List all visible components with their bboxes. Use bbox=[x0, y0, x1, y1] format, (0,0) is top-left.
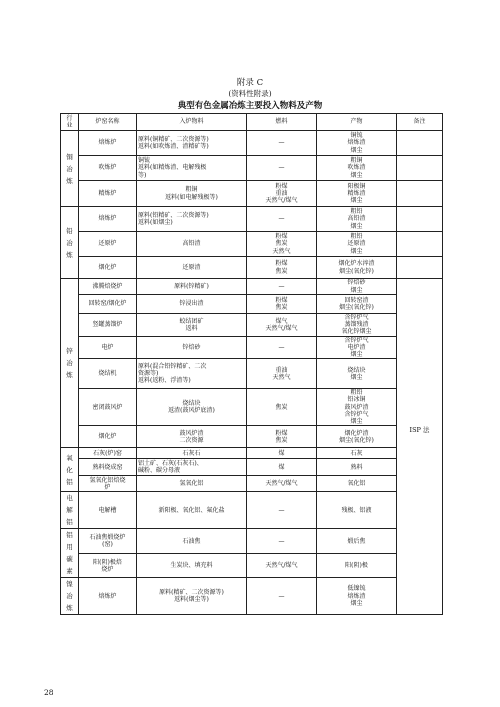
furnace-cell: 熔炼炉 bbox=[79, 207, 137, 232]
table-row bbox=[61, 448, 443, 459]
fuel-cell: 天然气/煤气 bbox=[247, 476, 317, 492]
material-cell: 烧结块 返渣(鼓风炉底渣) bbox=[137, 389, 247, 426]
furnace-cell: 石灰(炉)窑 bbox=[79, 448, 137, 459]
table-row bbox=[61, 295, 443, 314]
industry-cell: 氧 化 铝 bbox=[61, 448, 79, 492]
page-number: 28 bbox=[44, 688, 54, 697]
table-row bbox=[61, 389, 443, 426]
product-cell: 熟料 bbox=[317, 459, 397, 476]
furnace-cell: 氢氧化铝焙烧 炉 bbox=[79, 476, 137, 492]
material-cell: 氢氧化铝 bbox=[137, 476, 247, 492]
table-row bbox=[61, 459, 443, 476]
product-cell: 粗铅 高铅渣 烟尘 bbox=[317, 207, 397, 232]
table-row bbox=[61, 131, 443, 156]
remark-cell-isp: ISP 法 bbox=[397, 279, 443, 615]
material-cell: 锌浸出渣 bbox=[137, 295, 247, 314]
fuel-cell: — bbox=[247, 279, 317, 295]
product-cell: 含锌炉气 蒸馏残渣 氧化锌烟尘 bbox=[317, 314, 397, 337]
furnace-cell: 熔炼炉 bbox=[79, 131, 137, 156]
fuel-cell: — bbox=[247, 578, 317, 615]
fuel-cell: 粉煤 焦炭 bbox=[247, 257, 317, 279]
appendix-note: (资料性附录) bbox=[228, 89, 272, 98]
product-cell: 烟化炉水淬渣 烟尘(氧化锌) bbox=[317, 257, 397, 279]
material-cell: 石油焦 bbox=[137, 529, 247, 554]
industry-cell: 铅 冶 炼 bbox=[61, 207, 79, 279]
fuel-cell: 煤 bbox=[247, 459, 317, 476]
remark-cell bbox=[397, 207, 443, 232]
industry-cell: 铝 用 碳 素 bbox=[61, 529, 79, 578]
remark-cell bbox=[397, 181, 443, 207]
product-cell: 低镍锍 熔炼渣 烟尘 bbox=[317, 578, 397, 615]
product-cell: 粗铅 还原渣 烟尘 bbox=[317, 232, 397, 257]
product-cell: 铜锍 熔炼渣 烟尘 bbox=[317, 131, 397, 156]
industry-cell: 电 解 铝 bbox=[61, 492, 79, 529]
furnace-cell: 烟化炉 bbox=[79, 257, 137, 279]
furnace-cell: 电炉 bbox=[79, 336, 137, 359]
fuel-cell: 粉煤 焦炭 bbox=[247, 295, 317, 314]
material-cell: 原料(精矿、二次资源等) 返料(烟尘等) bbox=[137, 578, 247, 615]
material-cell: 高铅渣 bbox=[137, 232, 247, 257]
table-row bbox=[61, 336, 443, 359]
material-cell: 原料(铜精矿、二次资源等) 返料(如吹炼渣、渣精矿等) bbox=[137, 131, 247, 156]
fuel-cell: — bbox=[247, 207, 317, 232]
fuel-cell: — bbox=[247, 336, 317, 359]
furnace-cell: 熟料烧成窑 bbox=[79, 459, 137, 476]
table-row bbox=[61, 207, 443, 232]
table-row bbox=[61, 257, 443, 279]
fuel-cell: 煤气 天然气/煤气 bbox=[247, 314, 317, 337]
furnace-cell: 吹炼炉 bbox=[79, 156, 137, 181]
remark-cell bbox=[397, 232, 443, 257]
industry-cell: 锌 冶 炼 bbox=[61, 279, 79, 448]
remark-cell bbox=[397, 257, 443, 279]
materials-table bbox=[60, 113, 443, 615]
material-cell: 原料(混合铅锌精矿、二次 资源等) 返料(返粉、浮渣等) bbox=[137, 359, 247, 389]
header-remark: 备注 bbox=[397, 114, 443, 131]
product-cell: 锌焙砂 烟尘 bbox=[317, 279, 397, 295]
material-cell: 铜锍 返料(如精炼渣、电解残极 等) bbox=[137, 156, 247, 181]
remark-cell bbox=[397, 131, 443, 156]
fuel-cell: 天然气/煤气 bbox=[247, 554, 317, 578]
furnace-cell: 竖罐蒸馏炉 bbox=[79, 314, 137, 337]
furnace-cell: 烟化炉 bbox=[79, 426, 137, 448]
fuel-cell: — bbox=[247, 492, 317, 529]
furnace-cell: 阳(阴)极焙 烧炉 bbox=[79, 554, 137, 578]
table-header-row bbox=[61, 114, 443, 131]
material-cell: 粗铜 返料(如电解残极等) bbox=[137, 181, 247, 207]
table-row bbox=[61, 279, 443, 295]
furnace-cell: 石油焦煅烧炉 (窑) bbox=[79, 529, 137, 554]
product-cell: 残极、铝液 bbox=[317, 492, 397, 529]
header-fuel: 燃料 bbox=[247, 114, 317, 131]
table-row bbox=[61, 554, 443, 578]
table-row bbox=[61, 476, 443, 492]
furnace-cell: 电解槽 bbox=[79, 492, 137, 529]
table-row bbox=[61, 156, 443, 181]
furnace-cell: 熔炼炉 bbox=[79, 578, 137, 615]
fuel-cell: — bbox=[247, 131, 317, 156]
material-cell: 原料(锌精矿) bbox=[137, 279, 247, 295]
furnace-cell: 密闭鼓风炉 bbox=[79, 389, 137, 426]
table-row bbox=[61, 359, 443, 389]
fuel-cell: 粉煤 重油 天然气/煤气 bbox=[247, 181, 317, 207]
table-title: 典型有色金属冶炼主要投入物料及产物 bbox=[177, 101, 323, 111]
industry-cell: 镍 冶 炼 bbox=[61, 578, 79, 615]
material-cell: 鼓风炉渣 二次资源 bbox=[137, 426, 247, 448]
fuel-cell: 重油 天然气 bbox=[247, 359, 317, 389]
product-cell: 煅后焦 bbox=[317, 529, 397, 554]
product-cell: 阳(阴)极 bbox=[317, 554, 397, 578]
fuel-cell: 粉煤 焦炭 天然气 bbox=[247, 232, 317, 257]
table-row bbox=[61, 181, 443, 207]
material-cell: 铝土矿、石灰(石灰石)、 碱粉、碳分母液 bbox=[137, 459, 247, 476]
header-industry: 行 业 bbox=[61, 114, 79, 131]
table-row bbox=[61, 529, 443, 554]
table-row bbox=[61, 426, 443, 448]
product-cell: 回转窑渣 烟尘(氧化锌) bbox=[317, 295, 397, 314]
header-material: 入炉物料 bbox=[137, 114, 247, 131]
product-cell: 粗铜 吹炼渣 烟尘 bbox=[317, 156, 397, 181]
fuel-cell: — bbox=[247, 529, 317, 554]
industry-cell: 铜 冶 炼 bbox=[61, 131, 79, 207]
material-cell: 还原渣 bbox=[137, 257, 247, 279]
furnace-cell: 回转窑/烟化炉 bbox=[79, 295, 137, 314]
appendix-title: 附录 C bbox=[236, 78, 264, 88]
fuel-cell: 煤 bbox=[247, 448, 317, 459]
table-row bbox=[61, 492, 443, 529]
furnace-cell: 沸腾焙烧炉 bbox=[79, 279, 137, 295]
fuel-cell: 焦炭 bbox=[247, 389, 317, 426]
material-cell: 新阳极、氧化铝、氟化盐 bbox=[137, 492, 247, 529]
product-cell: 烧结块 烟尘 bbox=[317, 359, 397, 389]
table-row bbox=[61, 314, 443, 337]
remark-cell bbox=[397, 156, 443, 181]
material-cell: 蛟结团矿 返料 bbox=[137, 314, 247, 337]
header-product: 产物 bbox=[317, 114, 397, 131]
material-cell: 石灰石 bbox=[137, 448, 247, 459]
furnace-cell: 烧结机 bbox=[79, 359, 137, 389]
product-cell: 烟化炉渣 烟尘(氧化锌) bbox=[317, 426, 397, 448]
product-cell: 阳极铜 精炼渣 烟尘 bbox=[317, 181, 397, 207]
material-cell: 原料(铅精矿、二次资源等) 返料(如烟尘) bbox=[137, 207, 247, 232]
furnace-cell: 还原炉 bbox=[79, 232, 137, 257]
product-cell: 含锌炉气 电炉渣 烟尘 bbox=[317, 336, 397, 359]
furnace-cell: 精炼炉 bbox=[79, 181, 137, 207]
material-cell: 生炭块、填充料 bbox=[137, 554, 247, 578]
fuel-cell: — bbox=[247, 156, 317, 181]
header-furnace: 炉窑名称 bbox=[79, 114, 137, 131]
product-cell: 石灰 bbox=[317, 448, 397, 459]
product-cell: 氧化铝 bbox=[317, 476, 397, 492]
material-cell: 锌焙砂 bbox=[137, 336, 247, 359]
fuel-cell: 粉煤 焦炭 bbox=[247, 426, 317, 448]
product-cell: 粗铅 铅冰铜 鼓风炉渣 含锌炉气 烟尘 bbox=[317, 389, 397, 426]
table-row bbox=[61, 578, 443, 615]
table-row bbox=[61, 232, 443, 257]
